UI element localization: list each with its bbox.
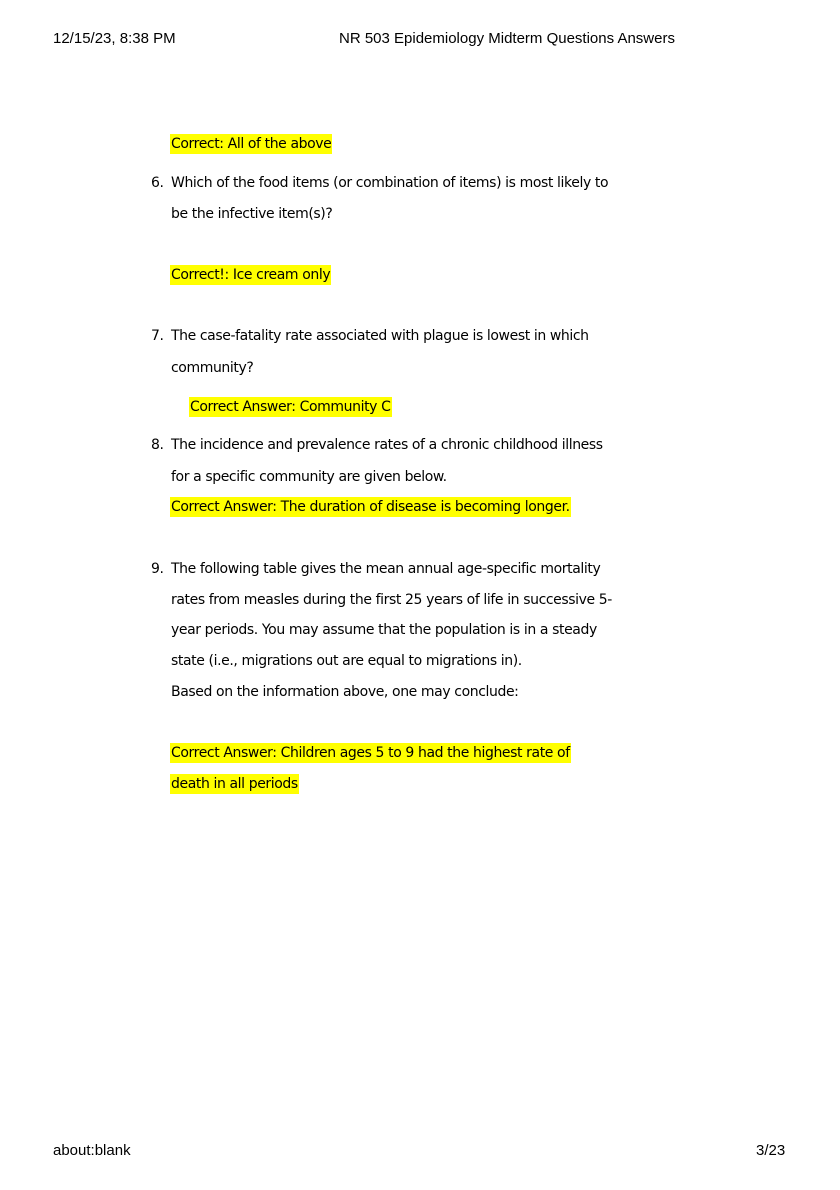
question-text-line: The following table gives the mean annual age-specific mortality bbox=[171, 561, 601, 577]
answer-highlight: Correct Answer: Community C bbox=[190, 399, 391, 415]
question-text-line: The incidence and prevalence rates of a chronic childhood illness bbox=[171, 437, 603, 453]
question-text-line: Based on the information above, one may conclude: bbox=[171, 684, 519, 700]
question-text-line: state (i.e., migrations out are equal to migrations in). bbox=[171, 653, 522, 669]
print-timestamp: 12/15/23, 8:38 PM bbox=[53, 30, 176, 47]
answer-highlight: Correct!: Ice cream only bbox=[171, 267, 331, 283]
question-text-line: year periods. You may assume that the population is in a steady bbox=[171, 622, 597, 638]
page-number: 3/23 bbox=[756, 1142, 786, 1159]
question-text-line: Which of the food items (or combination of items) is most likely to bbox=[171, 175, 609, 191]
answer-highlight: death in all periods bbox=[171, 776, 298, 792]
question-text-line: rates from measles during the first 25 years of life in successive 5- bbox=[171, 592, 612, 608]
question-text-line: for a specific community are given below. bbox=[171, 469, 447, 485]
question-number: 8. bbox=[151, 437, 164, 453]
question-number: 9. bbox=[151, 561, 164, 577]
answer-highlight: Correct Answer: Children ages 5 to 9 had the highest rate of bbox=[171, 745, 570, 761]
print-document-title: NR 503 Epidemiology Midterm Questions Answers bbox=[339, 30, 675, 47]
print-url: about:blank bbox=[53, 1142, 131, 1159]
answer-highlight: Correct Answer: The duration of disease is becoming longer. bbox=[171, 499, 570, 515]
question-text-line: The case-fatality rate associated with plague is lowest in which bbox=[171, 328, 589, 344]
previous-answer-highlight: Correct: All of the above bbox=[171, 136, 332, 152]
question-text-line: community? bbox=[171, 360, 254, 376]
question-text-line: be the infective item(s)? bbox=[171, 206, 333, 222]
question-number: 6. bbox=[151, 175, 164, 191]
question-number: 7. bbox=[151, 328, 164, 344]
